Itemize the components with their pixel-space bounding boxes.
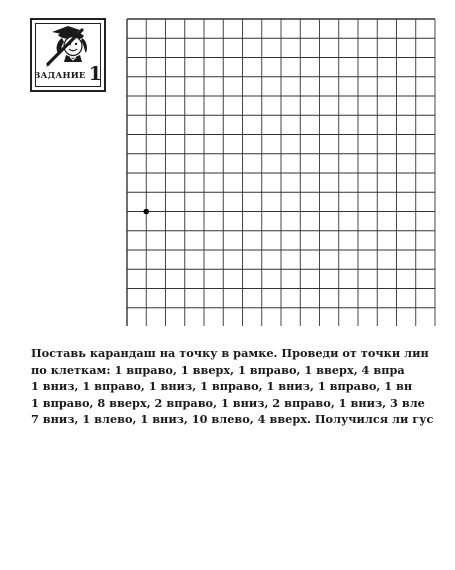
drawing-grid [126, 18, 455, 326]
instruction-line: по клеткам: 1 вправо, 1 вверх, 1 вправо, 1 вверх, 4 впра [31, 362, 405, 377]
start-point-dot [143, 209, 149, 215]
task-instructions [31, 345, 455, 428]
instruction-line: 1 вниз, 1 вправо, 1 вниз, 1 вправо, 1 вниз, 1 вправо, 1 вн [31, 379, 413, 394]
instruction-line: Поставь карандаш на точку в рамке. Проведи от точки лин [31, 346, 429, 360]
task-badge [30, 18, 106, 92]
instruction-line: 1 вправо, 8 вверх, 2 вправо, 1 вниз, 2 вправо, 1 вниз, 3 вле [31, 395, 425, 410]
grid-canvas [126, 18, 455, 326]
task-badge-label [32, 63, 104, 85]
instruction-line: 7 вниз, 1 влево, 1 вниз, 10 влево, 4 вверх. Получился ли гус [31, 412, 434, 427]
girl-with-pencil-icon [42, 24, 94, 68]
task-badge-number: 1 [88, 63, 102, 85]
task-badge-word: ЗАДАНИЕ [34, 71, 86, 81]
